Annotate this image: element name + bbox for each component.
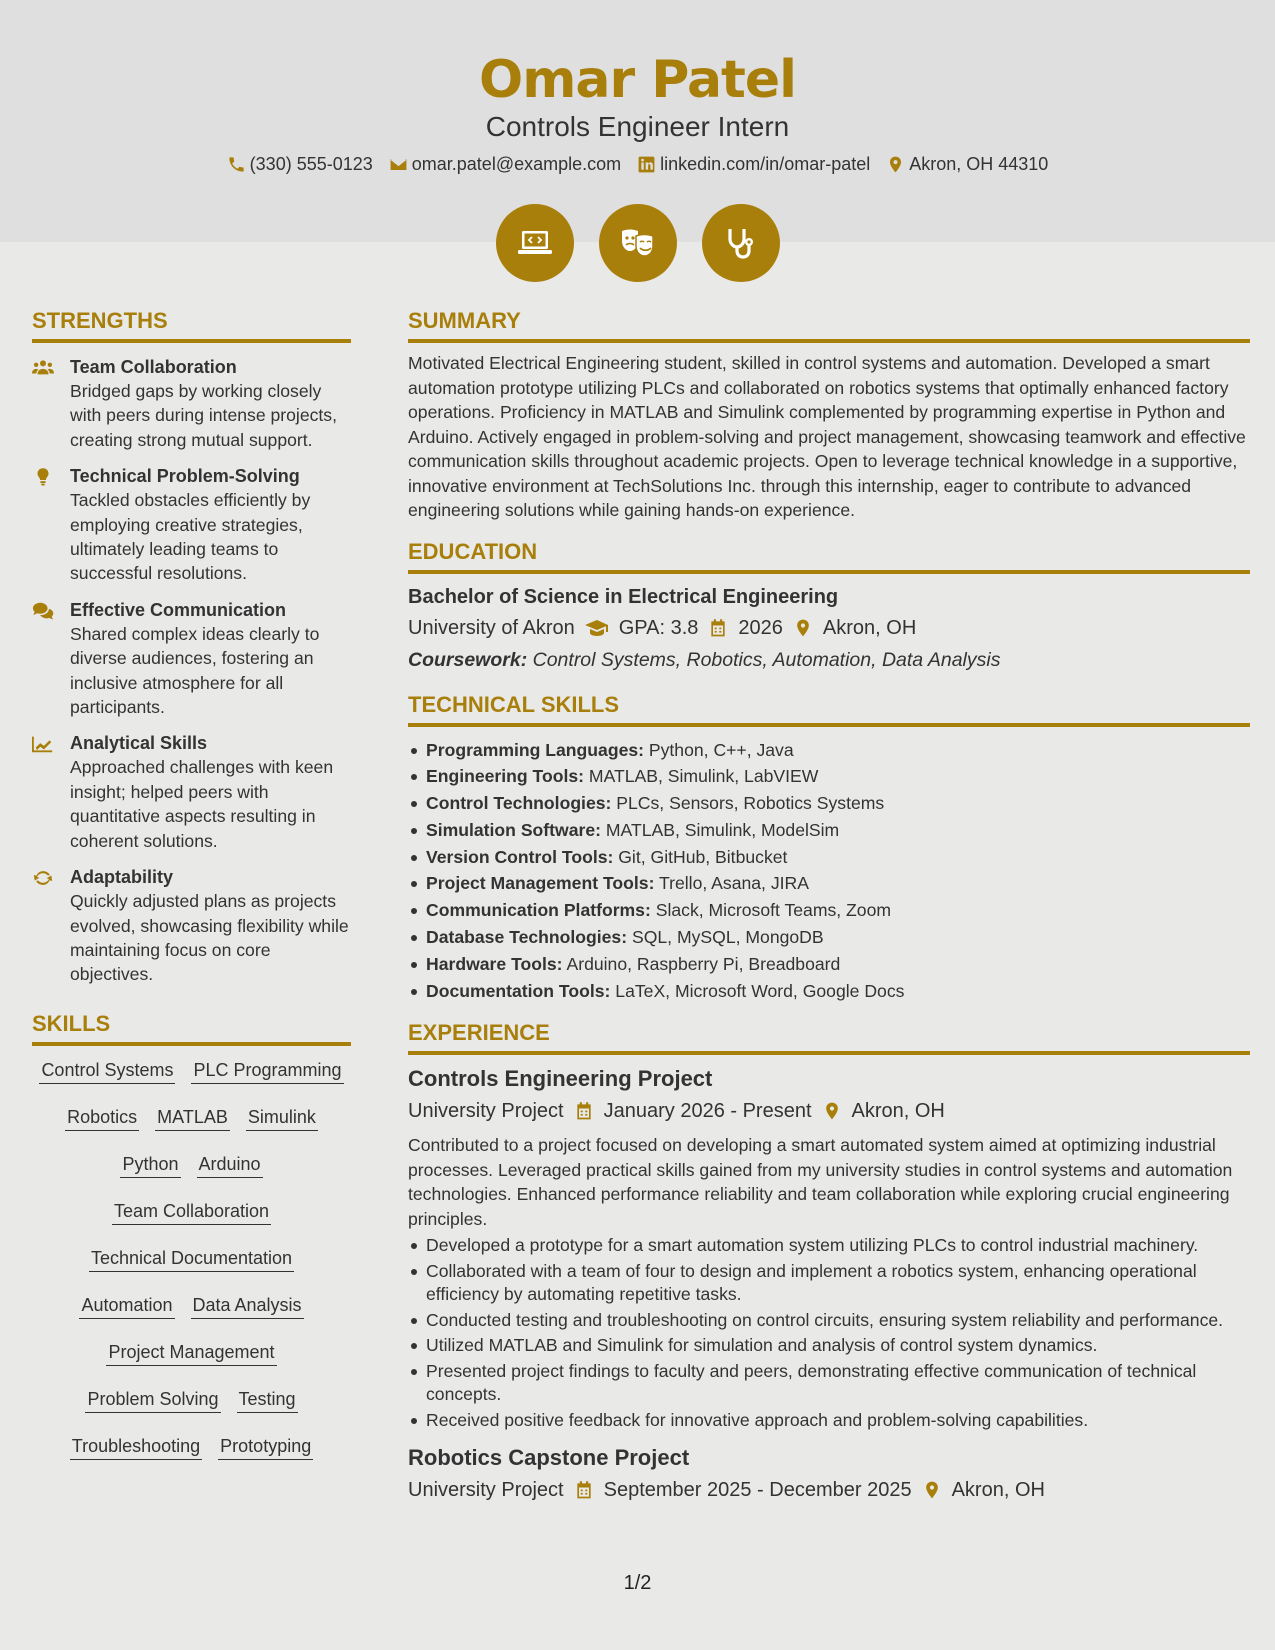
tech-skill-label: Project Management Tools: [426, 873, 655, 894]
summary-heading: SUMMARY [408, 306, 1250, 343]
skill-tag: Python [120, 1152, 180, 1178]
users-icon [32, 358, 56, 378]
tech-skill-value: PLCs, Sensors, Robotics Systems [616, 793, 885, 814]
strength-desc: Quickly adjusted plans as projects evolved, showcasing flexibility while maintaining focus on core objectives. [70, 891, 349, 985]
bullet-item: Collaborated with a team of four to design and implement a robotics system, enhancing operational efficiency by automating repetitive tasks. [408, 1260, 1250, 1307]
tech-skill-item [408, 951, 1250, 978]
map-marker-icon [886, 155, 905, 174]
tech-skill-item [408, 763, 1250, 790]
tech-skill-item [408, 844, 1250, 871]
skill-tag: Robotics [65, 1105, 139, 1131]
job-dates: January 2026 - Present [603, 1100, 812, 1123]
lightbulb-icon [32, 467, 56, 487]
envelope-icon [389, 155, 408, 174]
stethoscope-icon [702, 204, 780, 282]
skill-tag: Team Collaboration [112, 1199, 271, 1225]
calendar-icon [574, 1480, 594, 1500]
education-meta [408, 614, 1250, 642]
skill-tag: Project Management [106, 1340, 276, 1366]
calendar-icon [708, 618, 728, 638]
job-meta [408, 1476, 1250, 1504]
skill-tag: Control Systems [39, 1058, 175, 1084]
linkedin-text[interactable]: linkedin.com/in/omar-patel [660, 154, 871, 174]
strength-desc: Bridged gaps by working closely with peers during intense projects, creating strong mutual support. [70, 381, 337, 450]
coursework [408, 646, 1250, 674]
summary-text: Motivated Electrical Engineering student, skilled in control systems and automation. Developed a smart automation prototype utilizing PLCs and collaborated on robotics systems that optimally enhanced factory operations. Proficiency in MATLAB and Simulink complemented by programming expertise in Python and Arduino. Actively engaged in problem-solving and project management, showcasing teamwork and effective communication skills throughout academic projects. Open to leverage technical knowledge in a supportive, innovative environment at TechSolutions Inc. through this internship, eager to contribute to advanced engineering solutions while gaining hands-on experience. [408, 353, 1246, 520]
school-name: University of Akron [408, 616, 575, 639]
sync-icon [32, 868, 56, 888]
tech-skill-value: Slack, Microsoft Teams, Zoom [655, 900, 892, 921]
strength-item [32, 865, 351, 987]
tech-skill-label: Control Technologies: [426, 793, 612, 814]
tech-skill-label: Hardware Tools: [426, 953, 563, 974]
job-title: Controls Engineering Project [408, 1066, 713, 1092]
calendar-icon [574, 1101, 594, 1121]
comments-icon [32, 601, 56, 621]
tech-skill-value: SQL, MySQL, MongoDB [631, 927, 824, 948]
candidate-role: Controls Engineer Intern [485, 111, 790, 142]
tech-skill-value: Git, GitHub, Bitbucket [618, 846, 788, 867]
tech-skill-label: Simulation Software: [426, 819, 601, 840]
theater-masks-icon [599, 204, 677, 282]
tech-skill-label: Version Control Tools: [426, 846, 614, 867]
skill-tag: MATLAB [155, 1105, 230, 1131]
strength-item [32, 598, 351, 720]
phone-icon [227, 155, 246, 174]
job-org: University Project [408, 1479, 564, 1502]
location-text: Akron, OH 44310 [909, 154, 1049, 174]
skill-row [32, 1293, 351, 1319]
tech-skill-value: LaTeX, Microsoft Word, Google Docs [615, 980, 905, 1001]
skill-tag: Troubleshooting [70, 1434, 202, 1460]
bullet-item: Developed a prototype for a smart automation system utilizing PLCs to control industrial machinery. [408, 1234, 1250, 1258]
skill-row [32, 1340, 351, 1366]
strength-desc: Shared complex ideas clearly to diverse audiences, fostering an inclusive atmosphere for all participants. [70, 623, 320, 718]
skill-row [32, 1058, 351, 1084]
bullet-item: Conducted testing and troubleshooting on control circuits, ensuring system reliability and performance. [408, 1309, 1250, 1333]
strength-title: Technical Problem-Solving [70, 466, 300, 487]
graduation-cap-icon [585, 618, 609, 638]
tech-skill-value: MATLAB, Simulink, LabVIEW [588, 766, 819, 787]
tech-skill-item [408, 870, 1250, 897]
contact-linkedin[interactable] [637, 152, 870, 176]
skill-tag: Problem Solving [85, 1387, 220, 1413]
tech-skill-item [408, 978, 1250, 1005]
strength-item [32, 464, 351, 586]
skill-row [32, 1152, 351, 1178]
strengths-heading: STRENGTHS [32, 306, 351, 343]
skill-row [32, 1387, 351, 1413]
tech-skill-label: Database Technologies: [426, 927, 628, 948]
job-description: Contributed to a project focused on developing a smart automated system aimed at optimizing industrial processes. Leveraged practical skills gained from my university studies in control systems and automation technologies. Enhanced performance reliability and team collaboration while exploring crucial engineering principles. [408, 1135, 1233, 1229]
job-org: University Project [408, 1100, 564, 1123]
skill-row [32, 1434, 351, 1460]
strength-desc: Tackled obstacles efficiently by employing creative strategies, ultimately leading teams to successful resolutions. [70, 490, 311, 584]
strength-title: Analytical Skills [70, 733, 208, 754]
tech-skill-value: Arduino, Raspberry Pi, Breadboard [566, 953, 841, 974]
skill-row [32, 1105, 351, 1131]
page-number: 1/2 [623, 1572, 652, 1594]
bullet-item: Received positive feedback for innovative approach and problem-solving capabilities. [408, 1409, 1250, 1433]
tech-skill-label: Programming Languages: [426, 739, 644, 760]
tech-skill-value: Trello, Asana, JIRA [659, 873, 809, 894]
hobby-icons [0, 204, 1275, 282]
skills-list [32, 1058, 351, 1460]
tech-skill-item [408, 924, 1250, 951]
email-text[interactable]: omar.patel@example.com [411, 154, 622, 174]
strength-desc: Approached challenges with keen insight; helped peers with quantitative aspects resulting in coherent solutions. [70, 757, 334, 851]
strength-item [32, 731, 351, 853]
tech-skill-label: Documentation Tools: [426, 980, 611, 1001]
school-location: Akron, OH [822, 616, 917, 639]
skill-tag: Data Analysis [191, 1293, 304, 1319]
contact-phone [227, 152, 373, 176]
bullet-item: Utilized MATLAB and Simulink for simulation and analysis of control system dynamics. [408, 1334, 1250, 1358]
left-column [32, 306, 351, 1481]
phone-text: (330) 555-0123 [249, 154, 373, 174]
skill-tag: PLC Programming [191, 1058, 343, 1084]
job-location: Akron, OH [951, 1479, 1045, 1502]
map-marker-icon [793, 618, 813, 638]
tech-skill-item [408, 817, 1250, 844]
coursework-label: Coursework: [408, 648, 528, 671]
job-bullets [408, 1234, 1250, 1432]
tech-skill-item [408, 897, 1250, 924]
laptop-code-icon [496, 204, 574, 282]
tech-skill-value: MATLAB, Simulink, ModelSim [605, 819, 840, 840]
gpa-text: GPA: 3.8 [618, 616, 699, 639]
tech-skill-value: Python, C++, Java [648, 739, 794, 760]
skills-heading: SKILLS [32, 1009, 351, 1046]
tech-skill-label: Communication Platforms: [426, 900, 651, 921]
tech-skill-item [408, 737, 1250, 764]
skill-tag: Prototyping [218, 1434, 313, 1460]
linkedin-icon [637, 155, 656, 174]
job-dates: September 2025 - December 2025 [603, 1479, 912, 1502]
skill-tag: Testing [237, 1387, 298, 1413]
technical-skills-list [408, 737, 1250, 1005]
contact-location [886, 152, 1048, 176]
candidate-name: Omar Patel [479, 50, 796, 110]
map-marker-icon [922, 1480, 942, 1500]
strength-item [32, 355, 351, 452]
job-location: Akron, OH [851, 1100, 945, 1123]
grad-year: 2026 [738, 616, 783, 639]
experience-heading: EXPERIENCE [408, 1018, 1250, 1055]
education-heading: EDUCATION [408, 537, 1250, 574]
skill-tag: Simulink [246, 1105, 318, 1131]
skill-tag: Arduino [197, 1152, 263, 1178]
map-marker-icon [822, 1101, 842, 1121]
strength-title: Team Collaboration [70, 357, 237, 377]
contact-email[interactable] [389, 152, 621, 176]
job-title: Robotics Capstone Project [408, 1445, 690, 1471]
tech-skill-label: Engineering Tools: [426, 766, 585, 787]
job-meta [408, 1097, 1250, 1125]
contact-info [0, 152, 1275, 176]
skill-row [32, 1246, 351, 1272]
resume-header [0, 0, 1275, 242]
coursework-list: Control Systems, Robotics, Automation, Data Analysis [532, 648, 1001, 671]
strength-title: Effective Communication [70, 599, 287, 620]
strength-title: Adaptability [70, 867, 174, 888]
skill-tag: Technical Documentation [89, 1246, 294, 1272]
right-column [408, 306, 1250, 1504]
chart-line-icon [32, 734, 56, 754]
tech-skill-item [408, 790, 1250, 817]
skill-row [32, 1199, 351, 1225]
skill-tag: Automation [79, 1293, 174, 1319]
bullet-item: Presented project findings to faculty and peers, demonstrating effective communication of technical concepts. [408, 1360, 1250, 1407]
technical-skills-heading: TECHNICAL SKILLS [408, 690, 1250, 727]
degree-title: Bachelor of Science in Electrical Engineering [408, 585, 839, 608]
